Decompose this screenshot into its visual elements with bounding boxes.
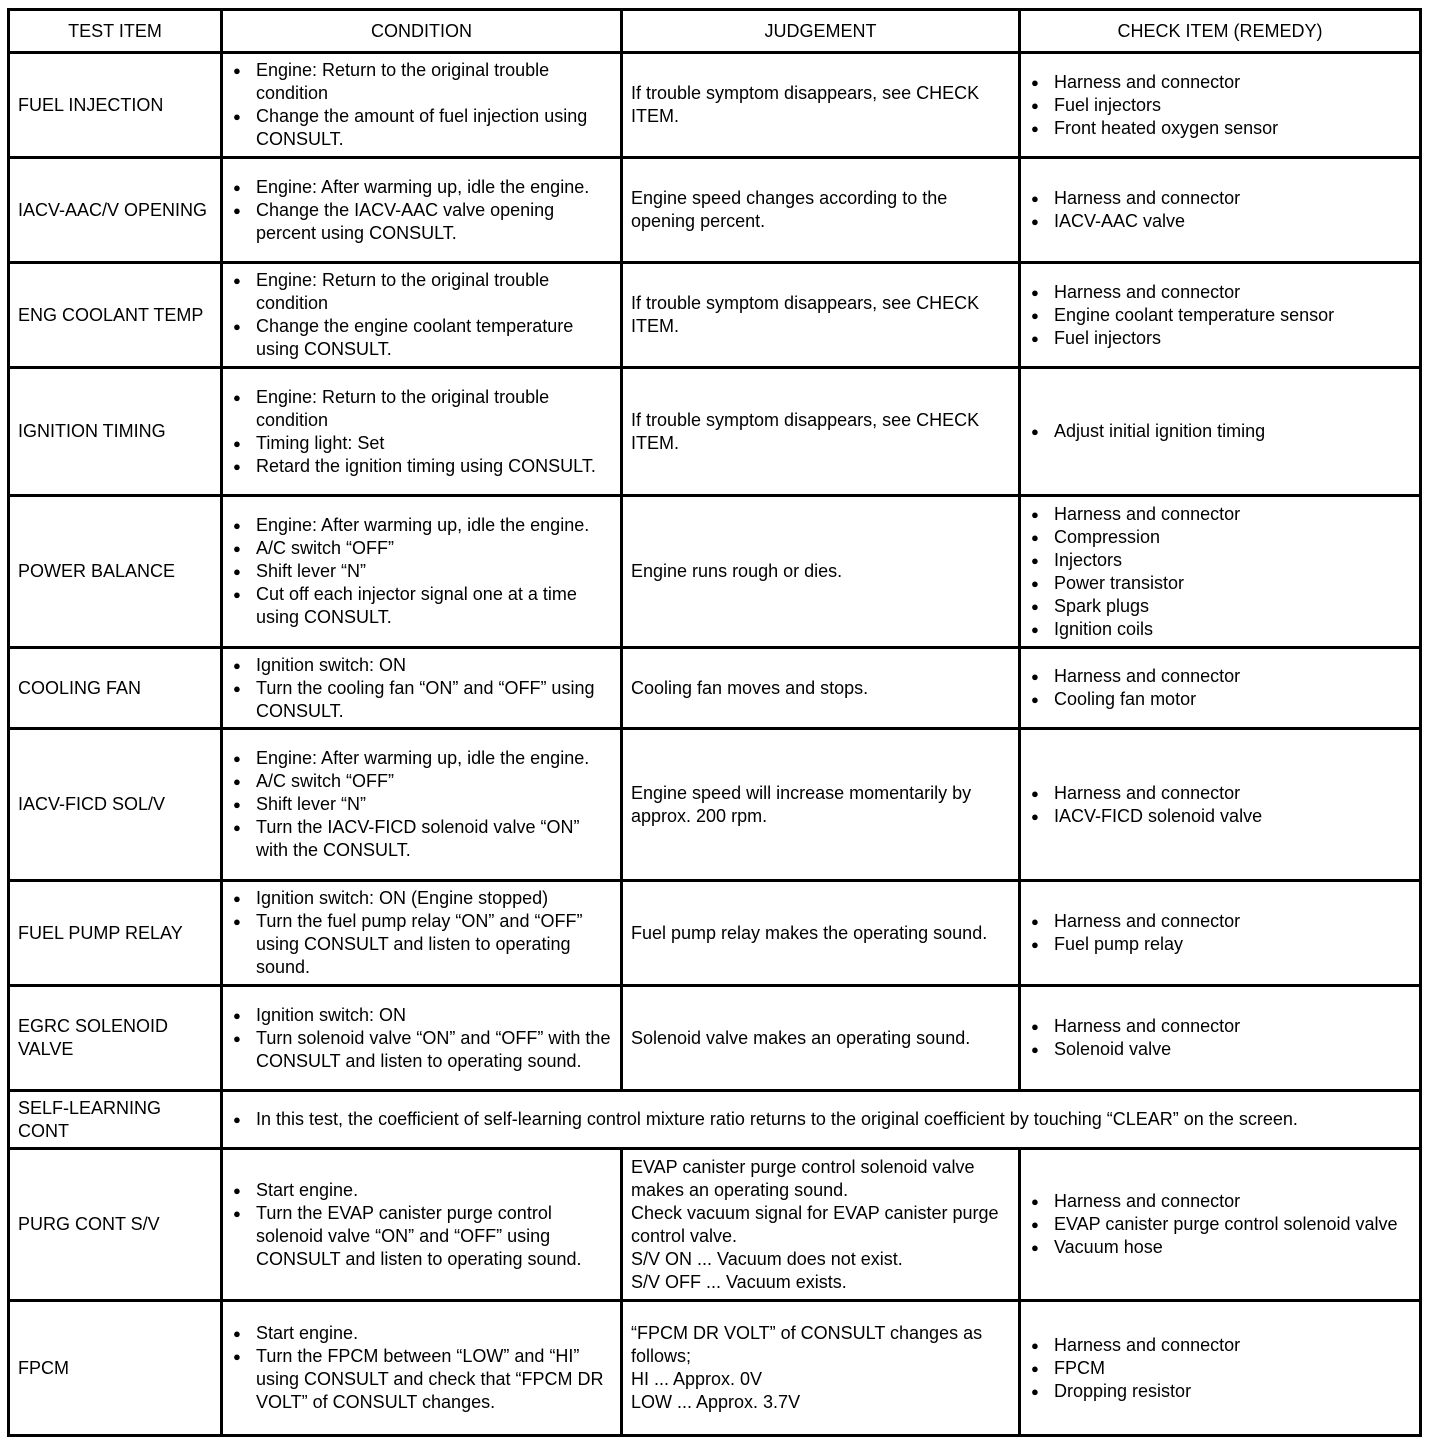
list-item: ● Fuel pump relay bbox=[1029, 933, 1411, 956]
test-item-cell: POWER BALANCE bbox=[9, 496, 222, 648]
table-row bbox=[9, 986, 1421, 1091]
judgement-line: S/V OFF ... Vacuum exists. bbox=[631, 1271, 847, 1292]
table-row bbox=[9, 1091, 1421, 1149]
test-item-cell: FUEL INJECTION bbox=[9, 53, 222, 158]
list-item: ● Injectors bbox=[1029, 549, 1411, 572]
header-test-item: TEST ITEM bbox=[9, 10, 222, 53]
list-item: ● Engine: Return to the original trouble condition bbox=[231, 269, 612, 315]
check-item-list bbox=[1029, 1190, 1411, 1259]
list-item: ● Change the amount of fuel injection using CONSULT. bbox=[231, 105, 612, 151]
list-item: ● Shift lever “N” bbox=[231, 560, 612, 583]
list-item: ● Engine: Return to the original trouble condition bbox=[231, 59, 612, 105]
judgement-line: Fuel pump relay makes the operating sound. bbox=[631, 922, 988, 943]
judgement-line: If trouble symptom disappears, see CHECK ITEM. bbox=[631, 83, 980, 126]
test-item-cell: EGRC SOLENOID VALVE bbox=[9, 986, 222, 1091]
list-item: ● Harness and connector bbox=[1029, 910, 1411, 933]
list-item: ● Vacuum hose bbox=[1029, 1236, 1411, 1259]
list-item: ● IACV-FICD solenoid valve bbox=[1029, 805, 1411, 828]
list-item: ● Turn the EVAP canister purge control solenoid valve “ON” and “OFF” using CONSULT and listen to operating sound. bbox=[231, 1202, 612, 1271]
condition-cell bbox=[222, 496, 622, 648]
check-item-cell bbox=[1020, 648, 1421, 729]
list-item: ● Fuel injectors bbox=[1029, 327, 1411, 350]
check-item-list bbox=[1029, 782, 1411, 828]
judgement-line: LOW ... Approx. 3.7V bbox=[631, 1392, 801, 1412]
list-item: ● Harness and connector bbox=[1029, 503, 1411, 526]
test-item-cell: IACV-AAC/V OPENING bbox=[9, 158, 222, 263]
condition-cell bbox=[222, 53, 622, 158]
check-item-list bbox=[1029, 910, 1411, 956]
check-item-cell bbox=[1020, 1149, 1421, 1301]
condition-cell bbox=[222, 368, 622, 496]
condition-cell bbox=[222, 986, 622, 1091]
condition-list bbox=[231, 176, 612, 245]
condition-list bbox=[231, 514, 612, 629]
list-item: ● Start engine. bbox=[231, 1322, 612, 1345]
check-item-cell bbox=[1020, 986, 1421, 1091]
judgement-line: Check vacuum signal for EVAP canister purge control valve. bbox=[631, 1202, 999, 1246]
list-item: ● Retard the ignition timing using CONSULT. bbox=[231, 455, 612, 478]
header-judgement: JUDGEMENT bbox=[622, 10, 1020, 53]
table-row bbox=[9, 1149, 1421, 1301]
judgement-cell bbox=[622, 53, 1020, 158]
condition-cell bbox=[222, 1301, 622, 1436]
table-row bbox=[9, 53, 1421, 158]
judgement-line: If trouble symptom disappears, see CHECK ITEM. bbox=[631, 409, 980, 453]
judgement-line: Solenoid valve makes an operating sound. bbox=[631, 1027, 971, 1048]
list-item: ● Solenoid valve bbox=[1029, 1038, 1411, 1061]
list-item: ● Change the IACV-AAC valve opening percent using CONSULT. bbox=[231, 199, 612, 245]
check-item-list bbox=[1029, 281, 1411, 350]
check-item-list bbox=[1029, 187, 1411, 233]
judgement-cell bbox=[622, 1301, 1020, 1436]
list-item: ● Harness and connector bbox=[1029, 665, 1411, 688]
condition-cell bbox=[222, 158, 622, 263]
judgement-cell bbox=[622, 648, 1020, 729]
list-item: ● Spark plugs bbox=[1029, 595, 1411, 618]
condition-list bbox=[231, 1179, 612, 1271]
list-item: ● Ignition switch: ON bbox=[231, 654, 612, 677]
list-item: ● Dropping resistor bbox=[1029, 1380, 1411, 1403]
judgement-line: Cooling fan moves and stops. bbox=[631, 677, 869, 698]
check-item-list bbox=[1029, 420, 1411, 443]
judgement-line: Engine runs rough or dies. bbox=[631, 561, 843, 581]
test-item-cell: IGNITION TIMING bbox=[9, 368, 222, 496]
list-item: ● Ignition switch: ON (Engine stopped) bbox=[231, 887, 612, 910]
table-body bbox=[9, 53, 1421, 1436]
judgement-cell bbox=[622, 1149, 1020, 1301]
judgement-line: Engine speed changes according to the opening percent. bbox=[631, 188, 948, 231]
list-item: ● A/C switch “OFF” bbox=[231, 537, 612, 560]
condition-list bbox=[231, 386, 612, 478]
table-row bbox=[9, 1301, 1421, 1436]
list-item: ● Engine: After warming up, idle the engine. bbox=[231, 747, 612, 770]
test-item-cell: IACV-FICD SOL/V bbox=[9, 729, 222, 881]
list-item: ● Harness and connector bbox=[1029, 782, 1411, 805]
test-item-cell: COOLING FAN bbox=[9, 648, 222, 729]
consult-test-table bbox=[7, 8, 1422, 1437]
list-item: ● Power transistor bbox=[1029, 572, 1411, 595]
test-item-cell: PURG CONT S/V bbox=[9, 1149, 222, 1301]
judgement-cell bbox=[622, 496, 1020, 648]
list-item: ● Engine: Return to the original trouble condition bbox=[231, 386, 612, 432]
list-item: ● Turn the FPCM between “LOW” and “HI” using CONSULT and check that “FPCM DR VOLT” of CONSULT changes. bbox=[231, 1345, 612, 1414]
judgement-line: “FPCM DR VOLT” of CONSULT changes as follows; bbox=[631, 1323, 983, 1366]
test-item-cell: FPCM bbox=[9, 1301, 222, 1436]
judgement-cell bbox=[622, 368, 1020, 496]
judgement-cell bbox=[622, 729, 1020, 881]
list-item: ● A/C switch “OFF” bbox=[231, 770, 612, 793]
header-condition: CONDITION bbox=[222, 10, 622, 53]
table-row bbox=[9, 729, 1421, 881]
judgement-line: S/V ON ... Vacuum does not exist. bbox=[631, 1248, 903, 1269]
table-row bbox=[9, 368, 1421, 496]
header-check-item: CHECK ITEM (REMEDY) bbox=[1020, 10, 1421, 53]
list-item: ● Harness and connector bbox=[1029, 1190, 1411, 1213]
list-item: ● Harness and connector bbox=[1029, 187, 1411, 210]
condition-cell bbox=[222, 648, 622, 729]
list-item: ● Front heated oxygen sensor bbox=[1029, 117, 1411, 140]
table-row bbox=[9, 496, 1421, 648]
check-item-cell bbox=[1020, 263, 1421, 368]
list-item: ● Start engine. bbox=[231, 1179, 612, 1202]
test-item-cell: ENG COOLANT TEMP bbox=[9, 263, 222, 368]
table-row bbox=[9, 648, 1421, 729]
check-item-list bbox=[1029, 665, 1411, 711]
list-item: ● IACV-AAC valve bbox=[1029, 210, 1411, 233]
list-item: ● Fuel injectors bbox=[1029, 94, 1411, 117]
list-item: ● Harness and connector bbox=[1029, 1334, 1411, 1357]
table-row bbox=[9, 158, 1421, 263]
header-row bbox=[9, 10, 1421, 53]
list-item: ● Ignition switch: ON bbox=[231, 1004, 612, 1027]
condition-list bbox=[231, 887, 612, 979]
judgement-cell bbox=[622, 881, 1020, 986]
table-row bbox=[9, 263, 1421, 368]
test-item-cell: FUEL PUMP RELAY bbox=[9, 881, 222, 986]
judgement-cell bbox=[622, 158, 1020, 263]
list-item: ● Engine coolant temperature sensor bbox=[1029, 304, 1411, 327]
condition-list bbox=[231, 1004, 612, 1073]
condition-list bbox=[231, 1322, 612, 1414]
condition-cell bbox=[222, 263, 622, 368]
check-item-cell bbox=[1020, 368, 1421, 496]
test-item-cell: SELF-LEARNING CONT bbox=[9, 1091, 222, 1149]
table-row bbox=[9, 881, 1421, 986]
condition-cell bbox=[222, 1149, 622, 1301]
list-item: ● Compression bbox=[1029, 526, 1411, 549]
judgement-line: If trouble symptom disappears, see CHECK ITEM. bbox=[631, 293, 980, 336]
judgement-cell bbox=[622, 263, 1020, 368]
check-item-cell bbox=[1020, 496, 1421, 648]
list-item: ● Turn the IACV-FICD solenoid valve “ON” with the CONSULT. bbox=[231, 816, 612, 862]
list-item: ● Ignition coils bbox=[1029, 618, 1411, 641]
judgement-line: EVAP canister purge control solenoid valve makes an operating sound. bbox=[631, 1156, 975, 1200]
list-item: ● Engine: After warming up, idle the engine. bbox=[231, 176, 612, 199]
condition-cell bbox=[222, 729, 622, 881]
list-item: ● Change the engine coolant temperature using CONSULT. bbox=[231, 315, 612, 361]
list-item: ● FPCM bbox=[1029, 1357, 1411, 1380]
list-item: ● EVAP canister purge control solenoid valve bbox=[1029, 1213, 1411, 1236]
list-item: ● Harness and connector bbox=[1029, 281, 1411, 304]
condition-cell bbox=[222, 881, 622, 986]
spanning-note-cell bbox=[222, 1091, 1421, 1149]
list-item: ● Timing light: Set bbox=[231, 432, 612, 455]
condition-list bbox=[231, 654, 612, 723]
check-item-list bbox=[1029, 503, 1411, 641]
condition-list bbox=[231, 59, 612, 151]
list-item: ● Turn solenoid valve “ON” and “OFF” with the CONSULT and listen to operating sound. bbox=[231, 1027, 612, 1073]
judgement-cell bbox=[622, 986, 1020, 1091]
list-item: ● Cooling fan motor bbox=[1029, 688, 1411, 711]
check-item-cell bbox=[1020, 729, 1421, 881]
judgement-line: Engine speed will increase momentarily by approx. 200 rpm. bbox=[631, 782, 972, 826]
note-item: ● In this test, the coefficient of self-learning control mixture ratio returns to the original coefficient by touching “CLEAR” on the screen. bbox=[231, 1108, 1411, 1131]
check-item-list bbox=[1029, 1015, 1411, 1061]
judgement-line: HI ... Approx. 0V bbox=[631, 1369, 763, 1389]
list-item: ● Adjust initial ignition timing bbox=[1029, 420, 1411, 443]
condition-list bbox=[231, 747, 612, 862]
note-list bbox=[231, 1108, 1411, 1131]
condition-list bbox=[231, 269, 612, 361]
list-item: ● Turn the cooling fan “ON” and “OFF” using CONSULT. bbox=[231, 677, 612, 723]
check-item-cell bbox=[1020, 881, 1421, 986]
check-item-cell bbox=[1020, 158, 1421, 263]
check-item-cell bbox=[1020, 53, 1421, 158]
list-item: ● Engine: After warming up, idle the engine. bbox=[231, 514, 612, 537]
list-item: ● Turn the fuel pump relay “ON” and “OFF” using CONSULT and listen to operating sound. bbox=[231, 910, 612, 979]
list-item: ● Harness and connector bbox=[1029, 1015, 1411, 1038]
list-item: ● Shift lever “N” bbox=[231, 793, 612, 816]
check-item-list bbox=[1029, 1334, 1411, 1403]
check-item-list bbox=[1029, 71, 1411, 140]
check-item-cell bbox=[1020, 1301, 1421, 1436]
list-item: ● Cut off each injector signal one at a time using CONSULT. bbox=[231, 583, 612, 629]
list-item: ● Harness and connector bbox=[1029, 71, 1411, 94]
